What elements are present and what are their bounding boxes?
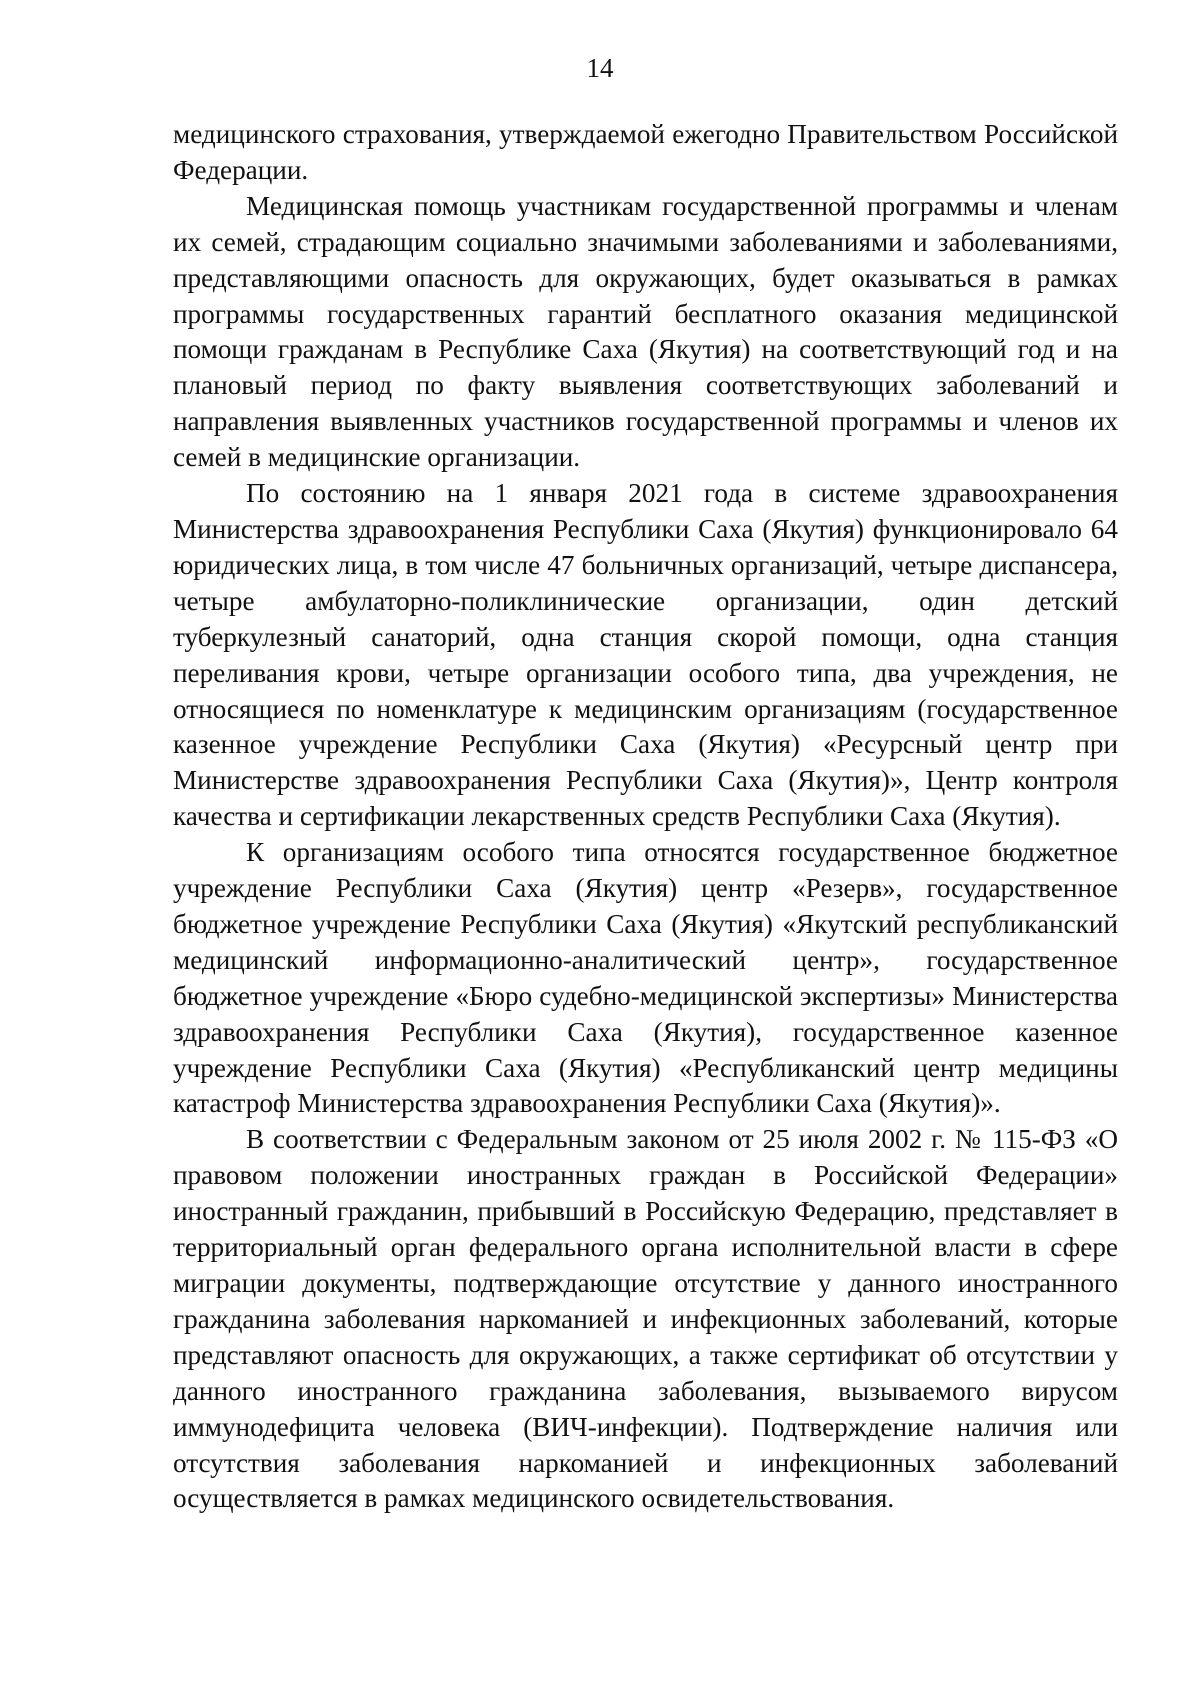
paragraph-medical-assistance: Медицинская помощь участникам государственной программы и членам их семей, страдающим социально значимыми заболеваниями и заболеваниями, представляющими опасность для окружающих, будет оказываться в рамках программы государственных гарантий бесплатного оказания медицинской помощи гражданам в Республике Саха (Якутия) на соответствующий год и на плановый период по факту выявления соответствующих заболеваний и направления выявленных участников государственной программы и членов их семей в медицинские организации. [173, 190, 1118, 473]
paragraph-healthcare-system-status: По состоянию на 1 января 2021 года в системе здравоохранения Министерства здравоохранения Республики Саха (Якутия) функционировало 64 юридических лица, в том числе 47 больничных организаций, четыре диспансера, четыре амбулаторно-поликлинические организации, один детский туберкулезный санаторий, одна станция скорой помощи, одна станция переливания крови, четыре организации особого типа, два учреждения, не относящиеся по номенклатуре к медицинским организациям (государственное казенное учреждение Республики Саха (Якутия) «Ресурсный центр при Министерстве здравоохранения Республики Саха (Якутия)», Центр контроля качества и сертификации лекарственных средств Республики Саха (Якутия). [173, 478, 1118, 832]
paragraph-continuation: медицинского страхования, утверждаемой ежегодно Правительством Российской Федерации. [173, 119, 1118, 185]
paragraph-federal-law: В соответствии с Федеральным законом от 25 июля 2002 г. № 115-ФЗ «О правовом положении иностранных граждан в Российской Федерации» иностранный гражданин, прибывший в Российскую Федерацию, представляет в территориальный орган федерального органа исполнительной власти в сфере миграции документы, подтверждающие отсутствие у данного иностранного гражданина заболевания наркоманией и инфекционных заболеваний, которые представляют опасность для окружающих, а также сертификат об отсутствии у данного иностранного гражданина заболевания, вызываемого вирусом иммунодефицита человека (ВИЧ-инфекции). Подтверждение наличия или отсутствия заболевания наркоманией и инфекционных заболеваний осуществляется в рамках медицинского освидетельствования. [173, 1124, 1118, 1514]
paragraph-special-organizations: К организациям особого типа относятся государственное бюджетное учреждение Республики Саха (Якутия) центр «Резерв», государственное бюджетное учреждение Республики Саха (Якутия) «Якутский республиканский медицинский информационно-аналитический центр», государственное бюджетное учреждение «Бюро судебно-медицинской экспертизы» Министерства здравоохранения Республики Саха (Якутия), государственное казенное учреждение Республики Саха (Якутия) «Республиканский центр медицины катастроф Министерства здравоохранения Республики Саха (Якутия)». [173, 837, 1118, 1119]
document-body [173, 117, 1118, 1517]
page-number: 14 [586, 53, 614, 83]
